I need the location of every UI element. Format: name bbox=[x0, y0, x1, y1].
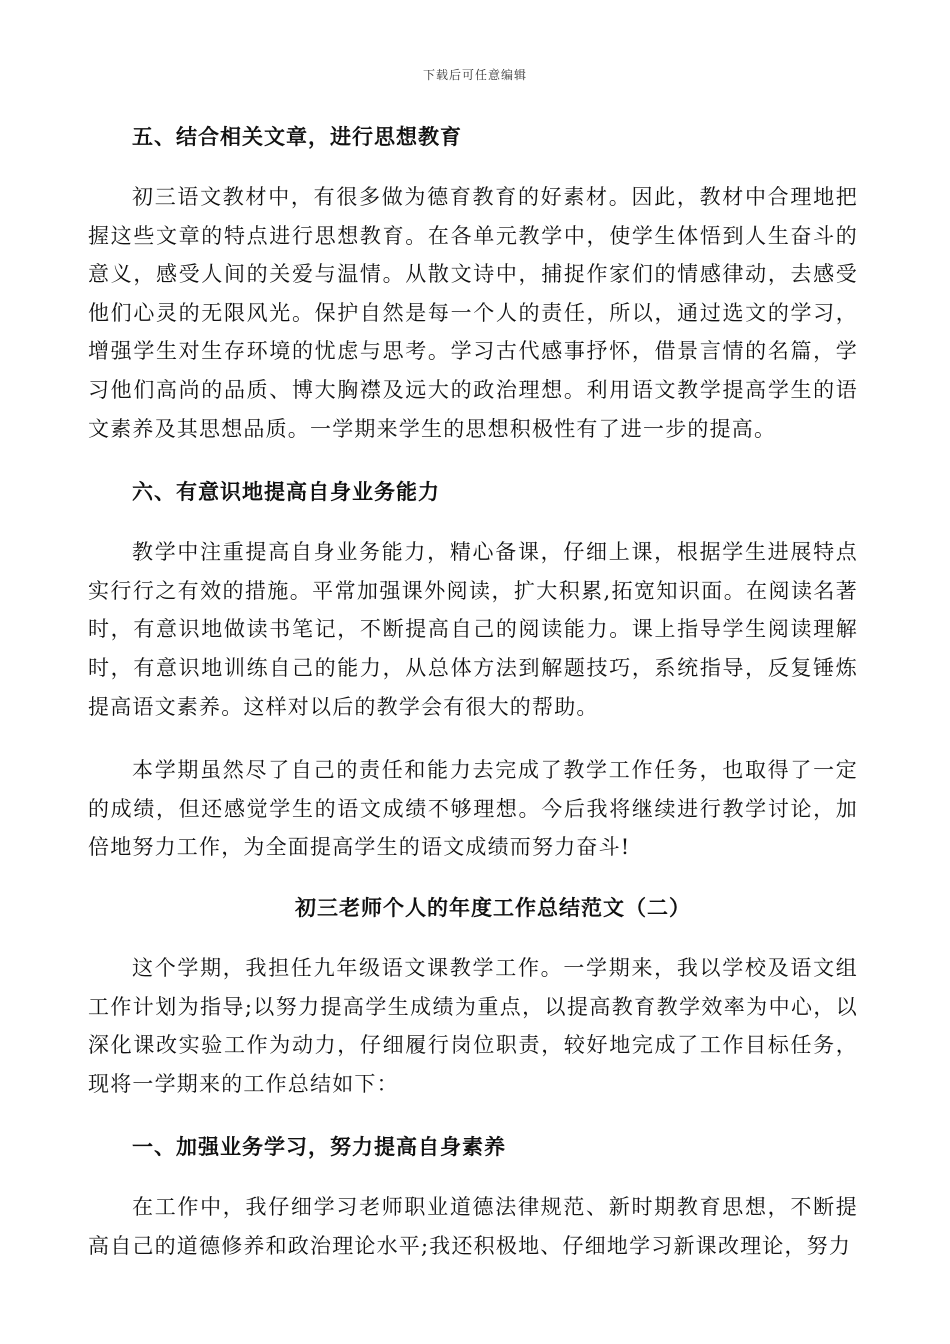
document-two-intro: 这个学期，我担任九年级语文课教学工作。一学期来，我以学校及语文组工作计划为指导;以努力提高学生成绩为重点，以提高教育教学效率为中心，以深化课改实验工作为动力，仔细履行岗位职责，较好地完成了工作目标任务，现将一学期来的工作总结如下： bbox=[88, 955, 858, 1096]
document-two-paragraph-1: 在工作中，我仔细学习老师职业道德法律规范、新时期教育思想，不断提高自己的道德修养和政治理论水平;我还积极地、仔细地学习新课改理论，努力 bbox=[88, 1195, 858, 1258]
document-body bbox=[88, 118, 858, 1265]
document-two-heading-1: 一、加强业务学习，努力提高自身素养 bbox=[132, 1134, 506, 1160]
document-two-title: 初三老师个人的年度工作总结范文（二） bbox=[295, 894, 691, 920]
closing-paragraph: 本学期虽然尽了自己的责任和能力去完成了教学工作任务，也取得了一定的成绩，但还感觉学生的语文成绩不够理想。今后我将继续进行教学讨论，加倍地努力工作，为全面提高学生的语文成绩而努力奋斗! bbox=[88, 758, 858, 860]
header-note: 下载后可任意编辑 bbox=[422, 68, 527, 82]
section-heading-6: 六、有意识地提高自身业务能力 bbox=[132, 479, 440, 505]
section-heading-5: 五、结合相关文章，进行思想教育 bbox=[132, 124, 462, 149]
section-paragraph-5: 初三语文教材中，有很多做为德育教育的好素材。因此，教材中合理地把握这些文章的特点进行思想教育。在各单元教学中，使学生体悟到人生奋斗的意义，感受人间的关爱与温情。从散文诗中，捕捉作家们的情感律动，去感受他们心灵的无限风光。保护自然是每一个人的责任，所以，通过选文的学习，增强学生对生存环境的忧虑与思考。学习古代感事抒怀，借景言情的名篇，学习他们高尚的品质、博大胸襟及远大的政治理想。利用语文教学提高学生的语文素养及其思想品质。一学期来学生的思想积极性有了进一步的提高。 bbox=[88, 185, 858, 441]
section-paragraph-6: 教学中注重提高自身业务能力，精心备课，仔细上课，根据学生进展特点实行行之有效的措施。平常加强课外阅读，扩大积累,拓宽知识面。在阅读名著时，有意识地做读书笔记，不断提高自己的阅读能力。课上指导学生阅读理解时，有意识地训练自己的能力，从总体方法到解题技巧，系统指导，反复锤炼提高语文素养。这样对以后的教学会有很大的帮助。 bbox=[88, 540, 858, 719]
